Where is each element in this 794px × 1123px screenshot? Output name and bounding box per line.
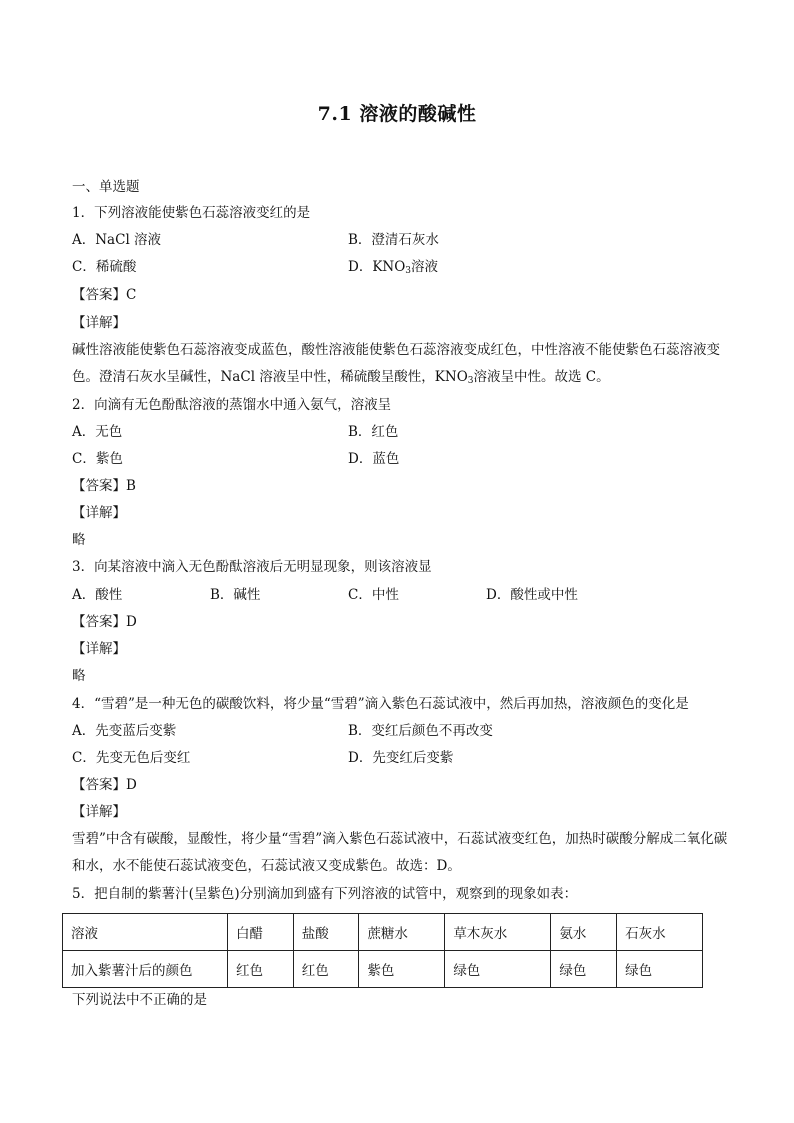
- table-cell: 绿色: [445, 951, 551, 988]
- detail-text: 碱性溶液能使紫色石蕊溶液变成蓝色，酸性溶液能使紫色石蕊溶液变成红色，中性溶液不能使紫色石蕊溶液变色。澄清石灰水呈碱性，NaCl 溶液呈中性，稀硫酸呈酸性，KNO: [72, 342, 720, 385]
- option-d-subscript: 3: [405, 266, 412, 276]
- question-2-answer: 【答案】B: [72, 478, 136, 494]
- question-1-option-c: C．稀硫酸: [72, 259, 137, 275]
- question-2-option-d: D．蓝色: [348, 451, 400, 467]
- question-4-answer: 【答案】D: [72, 777, 137, 793]
- question-3-option-d: D．酸性或中性: [486, 587, 578, 603]
- table-cell: 红色: [293, 951, 359, 988]
- question-4-detail-label: 【详解】: [72, 804, 126, 820]
- question-2-option-c: C．紫色: [72, 451, 123, 467]
- detail-subscript: 3: [467, 376, 474, 386]
- table-cell: 氨水: [551, 914, 617, 951]
- question-1-option-d: [348, 258, 438, 280]
- table-cell: 紫色: [359, 951, 445, 988]
- table-cell: 石灰水: [617, 914, 703, 951]
- question-4-option-a: A．先变蓝后变紫: [72, 723, 177, 739]
- question-3-option-c: C．中性: [348, 587, 399, 603]
- question-3-detail-label: 【详解】: [72, 641, 126, 657]
- question-1-option-a: A．NaCl 溶液: [72, 232, 162, 248]
- question-4-detail: 雪碧”中含有碳酸，显酸性，将少量“雪碧”滴入紫色石蕊试液中，石蕊试液变红色，加热时碳酸分解成二氧化碳和水，水不能使石蕊试液变色，石蕊试液又变成紫色。故选：D。: [72, 831, 728, 874]
- table-cell: 绿色: [617, 951, 703, 988]
- question-2-detail: 略: [72, 532, 86, 548]
- question-2-option-b: B．红色: [348, 424, 399, 440]
- question-3-stem: 3．向某溶液中滴入无色酚酞溶液后无明显现象，则该溶液显: [72, 559, 432, 575]
- question-3-option-a: A．酸性: [72, 587, 123, 603]
- question-2-option-a: A．无色: [72, 424, 123, 440]
- question-5-followup: 下列说法中不正确的是: [72, 992, 207, 1008]
- question-2-stem: 2．向滴有无色酚酞溶液的蒸馏水中通入氨气，溶液呈: [72, 397, 392, 413]
- table-cell: 盐酸: [293, 914, 359, 951]
- table-row: [63, 951, 703, 988]
- question-4-option-c: C．先变无色后变红: [72, 750, 191, 766]
- table-cell: 白醋: [228, 914, 294, 951]
- question-1-answer: 【答案】C: [72, 287, 137, 303]
- question-1-detail-label: 【详解】: [72, 315, 126, 331]
- question-4-stem: 4．“雪碧”是一种无色的碳酸饮料，将少量“雪碧”滴入紫色石蕊试液中，然后再加热，溶液颜色的变化是: [72, 696, 689, 712]
- question-3-detail: 略: [72, 668, 86, 684]
- table-cell: 绿色: [551, 951, 617, 988]
- table-cell: 草木灰水: [445, 914, 551, 951]
- question-3-option-b: B．碱性: [210, 587, 261, 603]
- question-4-option-d: D．先变红后变紫: [348, 750, 454, 766]
- table-cell: 加入紫薯汁后的颜色: [63, 951, 228, 988]
- question-2-detail-label: 【详解】: [72, 505, 126, 521]
- table-cell: 蔗糖水: [359, 914, 445, 951]
- option-d-text: D．KNO: [348, 259, 406, 275]
- section-heading: 一、单选题: [72, 179, 140, 195]
- page-title: 7.1 溶液的酸碱性: [317, 103, 477, 125]
- question-4-option-b: B．变红后颜色不再改变: [348, 723, 493, 739]
- detail-text-end: 溶液呈中性。故选 C。: [473, 369, 610, 385]
- table-row: [63, 914, 703, 951]
- question-3-answer: 【答案】D: [72, 614, 137, 630]
- question-1-detail: [72, 337, 732, 395]
- table-cell: 红色: [228, 951, 294, 988]
- table-cell: 溶液: [63, 914, 228, 951]
- option-d-suffix: 溶液: [411, 259, 439, 275]
- question-1-option-b: B．澄清石灰水: [348, 232, 439, 248]
- question-5-stem: 5．把自制的紫薯汁(呈紫色)分别滴加到盛有下列溶液的试管中，观察到的现象如表：: [72, 886, 578, 902]
- question-1-stem: 1．下列溶液能使紫色石蕊溶液变红的是: [72, 205, 311, 221]
- color-result-table: [62, 913, 703, 988]
